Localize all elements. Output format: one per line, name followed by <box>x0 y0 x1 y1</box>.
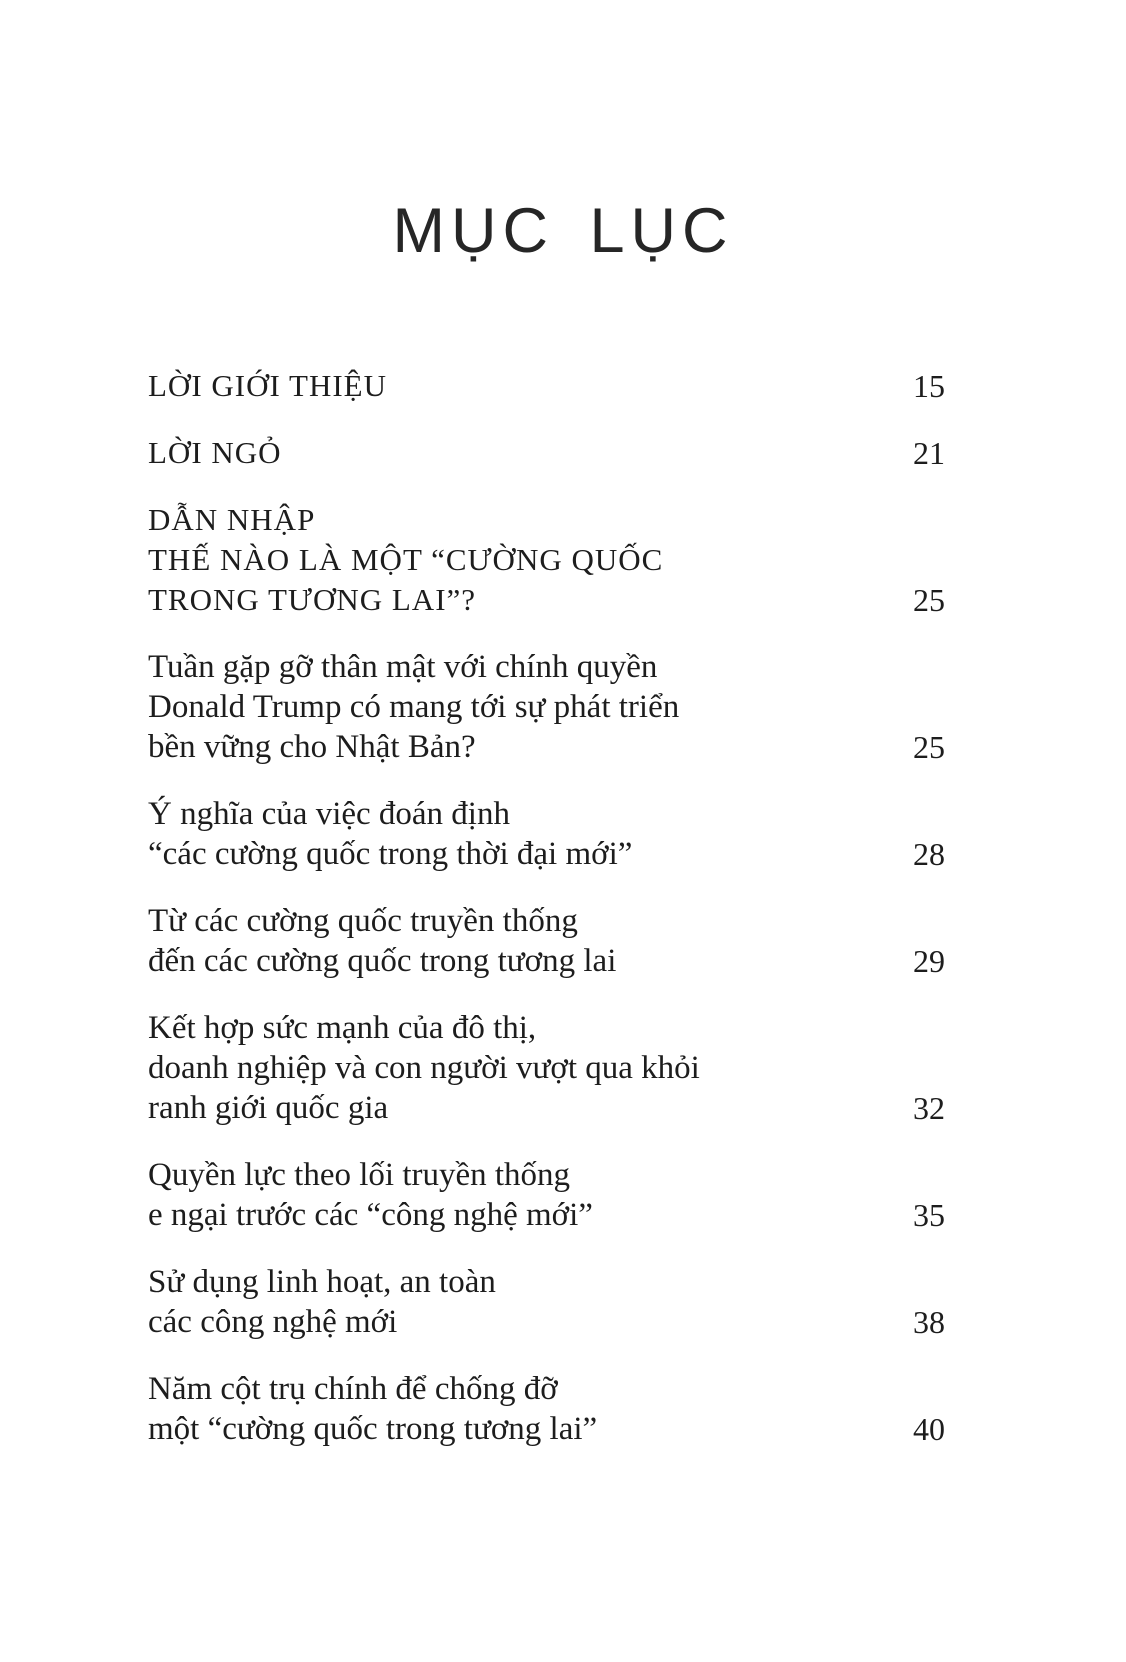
toc-entry-line: DẪN NHẬP <box>148 502 316 538</box>
toc-entry-line: Kết hợp sức mạnh của đô thị, <box>148 1010 537 1047</box>
toc-entry-line: Donald Trump có mang tới sự phát triển <box>148 689 680 726</box>
toc-entry-title <box>148 366 893 406</box>
toc-entry <box>148 433 945 473</box>
toc-page-number: 40 <box>913 1411 945 1448</box>
toc-entry <box>148 1369 945 1449</box>
toc-entry-line: một “cường quốc trong tương lai” <box>148 1411 598 1448</box>
toc-entry-title <box>148 901 893 981</box>
toc-entry-line: bền vững cho Nhật Bản? <box>148 729 476 766</box>
toc-page-number: 35 <box>913 1197 945 1234</box>
toc-entry <box>148 366 945 406</box>
toc-page-number: 38 <box>913 1304 945 1341</box>
toc-page-number: 25 <box>913 729 945 766</box>
toc-page-number: 28 <box>913 836 945 873</box>
toc-entry-title <box>148 647 893 767</box>
toc-entry-line: Ý nghĩa của việc đoán định <box>148 796 510 833</box>
toc-page-number: 25 <box>913 582 945 619</box>
toc-entry-title <box>148 1369 893 1449</box>
page-title: MỤC LỤC <box>392 196 734 266</box>
toc-entry <box>148 901 945 981</box>
toc-entry <box>148 500 945 620</box>
toc-entry-title <box>148 433 893 473</box>
toc-entry <box>148 1155 945 1235</box>
toc-entry-line: Quyền lực theo lối truyền thống <box>148 1157 571 1194</box>
toc-entry <box>148 647 945 767</box>
toc-page-number: 15 <box>913 368 945 405</box>
toc-entry-line: các công nghệ mới <box>148 1304 398 1341</box>
toc-page-number: 21 <box>913 435 945 472</box>
toc-entry-title <box>148 1008 893 1128</box>
toc-entry-line: Tuần gặp gỡ thân mật với chính quyền <box>148 649 658 686</box>
toc-page-number: 32 <box>913 1090 945 1127</box>
toc-entry-line: đến các cường quốc trong tương lai <box>148 943 617 980</box>
toc-entry <box>148 1008 945 1128</box>
toc-entry-line: “các cường quốc trong thời đại mới” <box>148 836 633 873</box>
toc-entry <box>148 794 945 874</box>
toc-entry-title <box>148 1262 893 1342</box>
toc-entry-title <box>148 500 893 620</box>
toc-page-number: 29 <box>913 943 945 980</box>
toc-entry-title <box>148 1155 893 1235</box>
toc-entry-line: e ngại trước các “công nghệ mới” <box>148 1197 593 1234</box>
toc-entry <box>148 1262 945 1342</box>
toc-entry-line: THẾ NÀO LÀ MỘT “CƯỜNG QUỐC <box>148 542 664 578</box>
toc-entry-line: Từ các cường quốc truyền thống <box>148 903 578 940</box>
toc-list <box>148 366 945 1449</box>
toc-entry-line: ranh giới quốc gia <box>148 1090 389 1127</box>
toc-entry-line: TRONG TƯƠNG LAI”? <box>148 582 477 618</box>
toc-entry-line: doanh nghiệp và con người vượt qua khỏi <box>148 1050 700 1087</box>
toc-entry-line: Năm cột trụ chính để chống đỡ <box>148 1371 558 1408</box>
toc-entry-line: LỜI NGỎ <box>148 435 282 471</box>
toc-entry-line: Sử dụng linh hoạt, an toàn <box>148 1264 496 1301</box>
toc-entry-line: LỜI GIỚI THIỆU <box>148 368 387 404</box>
toc-entry-title <box>148 794 893 874</box>
